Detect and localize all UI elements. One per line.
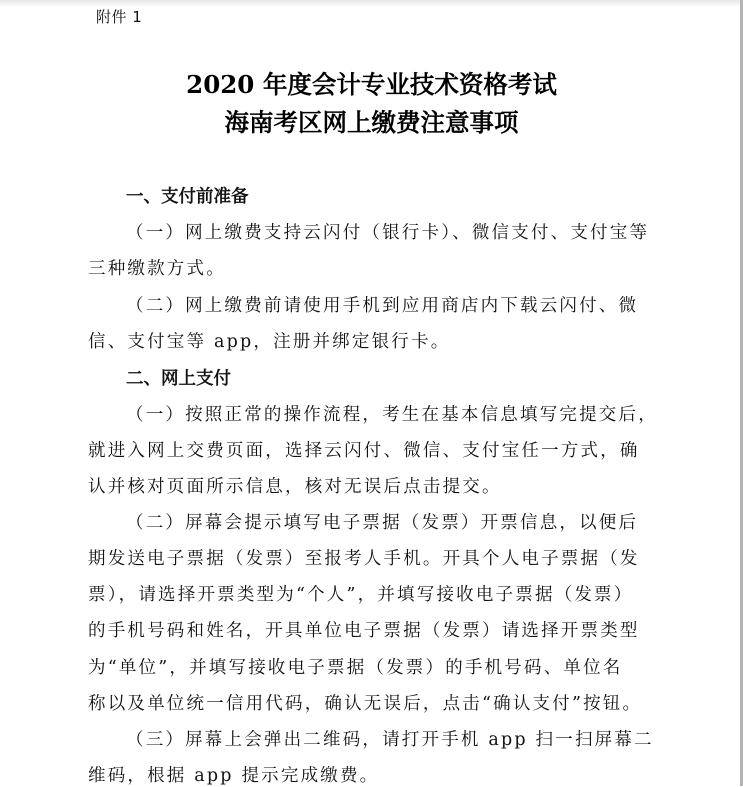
paragraph-line: 三种缴款方式。 xyxy=(88,259,226,279)
paragraph-line: （一）网上缴费支持云闪付（银行卡）、微信支付、支付宝等 xyxy=(126,223,650,243)
attachment-label: 附件 1 xyxy=(96,8,143,26)
paragraph-line: （二）网上缴费前请使用手机到应用商店内下载云闪付、微 xyxy=(126,296,639,316)
section-heading-online-payment: 二、网上支付 xyxy=(126,369,231,389)
paragraph-line: 称以及单位统一信用代码，确认无误后，点击“确认支付”按钮。 xyxy=(88,694,643,714)
paragraph-line: （三）屏幕上会弹出二维码，请打开手机 app 扫一扫屏幕二 xyxy=(126,730,654,750)
document-title-line-2: 海南考区网上缴费注意事项 xyxy=(224,108,519,137)
paragraph-line: 就进入网上交费页面，选择云闪付、微信、支付宝任一方式，确 xyxy=(88,441,640,461)
paragraph-line: 为“单位”，并填写接收电子票据（发票）的手机号码、单位名 xyxy=(88,658,623,678)
paragraph-line: 维码，根据 app 提示完成缴费。 xyxy=(88,766,380,786)
paragraph-line: 信、支付宝等 app，注册并绑定银行卡。 xyxy=(88,332,451,352)
document-title-line-1: 2020 年度会计专业技术资格考试 xyxy=(186,70,557,99)
paragraph-line: （一）按照正常的操作流程，考生在基本信息填写完提交后， xyxy=(126,405,658,425)
section-heading-payment-preparation: 一、支付前准备 xyxy=(126,187,249,207)
paragraph-line: 认并核对页面所示信息，核对无误后点击提交。 xyxy=(88,477,502,497)
paragraph-line: 期发送电子票据（发票）至报考人手机。开具个人电子票据（发 xyxy=(88,549,640,569)
paragraph-line: （二）屏幕会提示填写电子票据（发票）开票信息，以便后 xyxy=(126,513,639,533)
paragraph-line: 的手机号码和姓名，开具单位电子票据（发票）请选择开票类型 xyxy=(88,621,640,641)
paragraph-line: 票），请选择开票类型为“个人”，并填写接收电子票据（发票） xyxy=(88,585,634,605)
